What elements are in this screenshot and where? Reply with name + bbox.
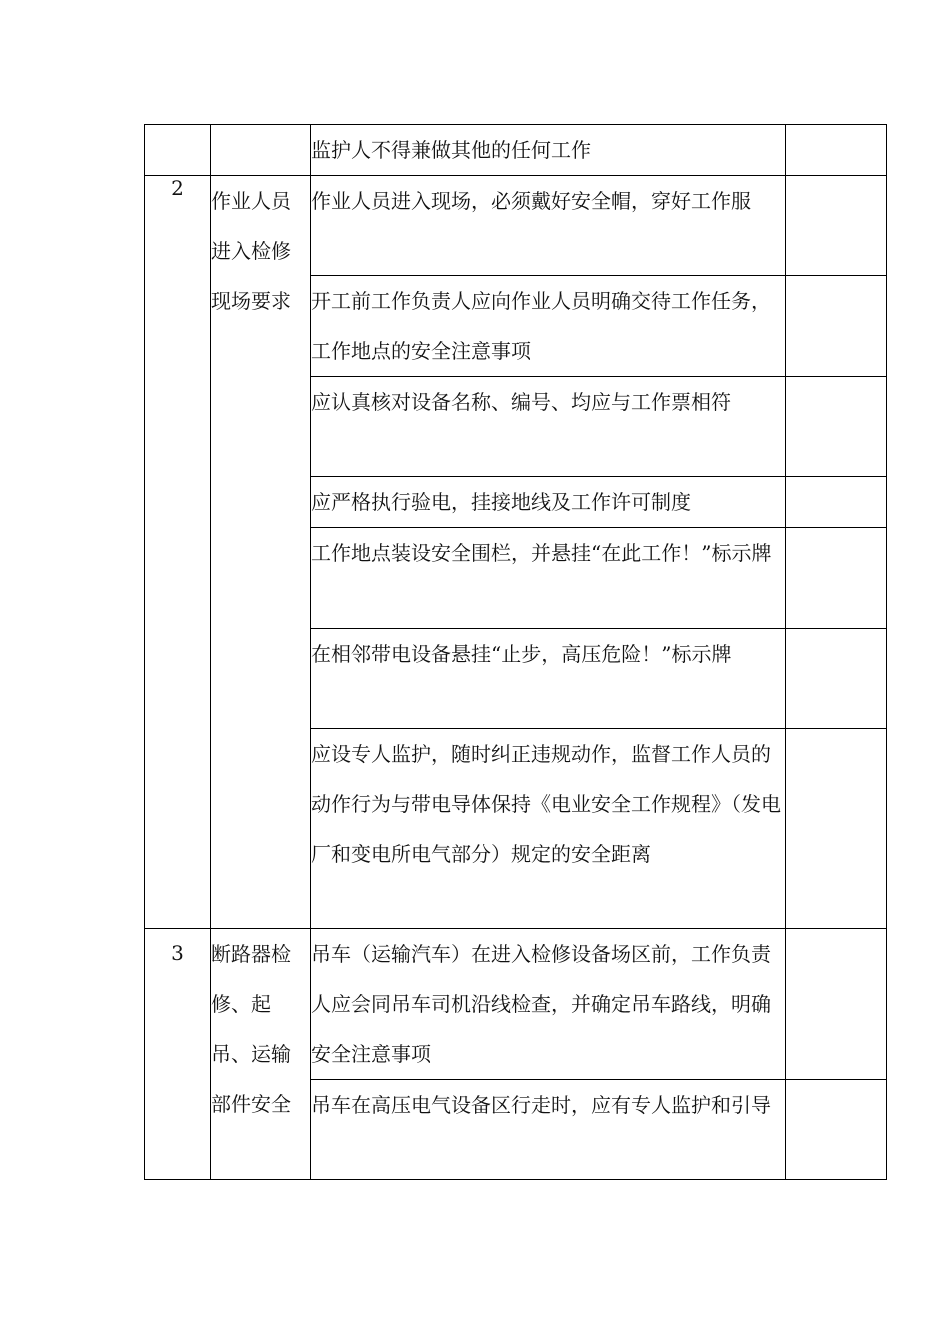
check-cell — [786, 528, 887, 629]
item-text: 在相邻带电设备悬挂“止步，高压危险！”标示牌 — [311, 642, 732, 666]
check-cell — [786, 176, 887, 276]
item-cell — [311, 929, 786, 1080]
category-text: 断路器检修、起吊、运输部件安全 — [211, 942, 291, 1116]
item-text: 开工前工作负责人应向作业人员明确交待工作任务，工作地点的安全注意事项 — [311, 289, 771, 363]
item-cell — [311, 176, 786, 276]
item-cell — [311, 528, 786, 629]
category-text: 作业人员进入检修现场要求 — [211, 189, 291, 313]
row-number-cell — [145, 176, 211, 929]
item-text: 吊车在高压电气设备区行走时，应有专人监护和引导 — [311, 1093, 771, 1117]
item-text: 吊车（运输汽车）在进入检修设备场区前，工作负责人应会同吊车司机沿线检查，并确定吊车路线，明确安全注意事项 — [311, 942, 771, 1066]
item-text: 应认真核对设备名称、编号、均应与工作票相符 — [311, 390, 731, 414]
check-cell — [786, 125, 887, 176]
table-row — [145, 929, 887, 1080]
check-cell — [786, 1080, 887, 1180]
item-cell — [311, 1080, 786, 1180]
item-cell — [311, 729, 786, 929]
item-cell — [311, 276, 786, 377]
item-cell — [311, 125, 786, 176]
item-cell — [311, 377, 786, 477]
category-cell — [211, 125, 311, 176]
item-cell — [311, 477, 786, 528]
item-text: 应严格执行验电，挂接地线及工作许可制度 — [311, 490, 691, 514]
check-cell — [786, 929, 887, 1080]
item-text: 工作地点装设安全围栏，并悬挂“在此工作！”标示牌 — [311, 541, 772, 565]
row-number-cell — [145, 929, 211, 1180]
check-cell — [786, 477, 887, 528]
category-cell — [211, 929, 311, 1180]
item-text: 作业人员进入现场，必须戴好安全帽，穿好工作服 — [311, 189, 751, 213]
table-row — [145, 125, 887, 176]
table-row — [145, 176, 887, 276]
check-cell — [786, 377, 887, 477]
safety-checklist-table — [144, 124, 887, 1180]
item-text: 监护人不得兼做其他的任何工作 — [311, 138, 591, 162]
item-text: 应设专人监护，随时纠正违规动作，监督工作人员的动作行为与带电导体保持《电业安全工作规程》（发电厂和变电所电气部分）规定的安全距离 — [311, 742, 781, 866]
check-cell — [786, 729, 887, 929]
check-cell — [786, 276, 887, 377]
row-number: 3 — [171, 941, 184, 965]
check-cell — [786, 629, 887, 729]
row-number: 2 — [171, 176, 184, 200]
row-number-cell — [145, 125, 211, 176]
category-cell — [211, 176, 311, 929]
item-cell — [311, 629, 786, 729]
